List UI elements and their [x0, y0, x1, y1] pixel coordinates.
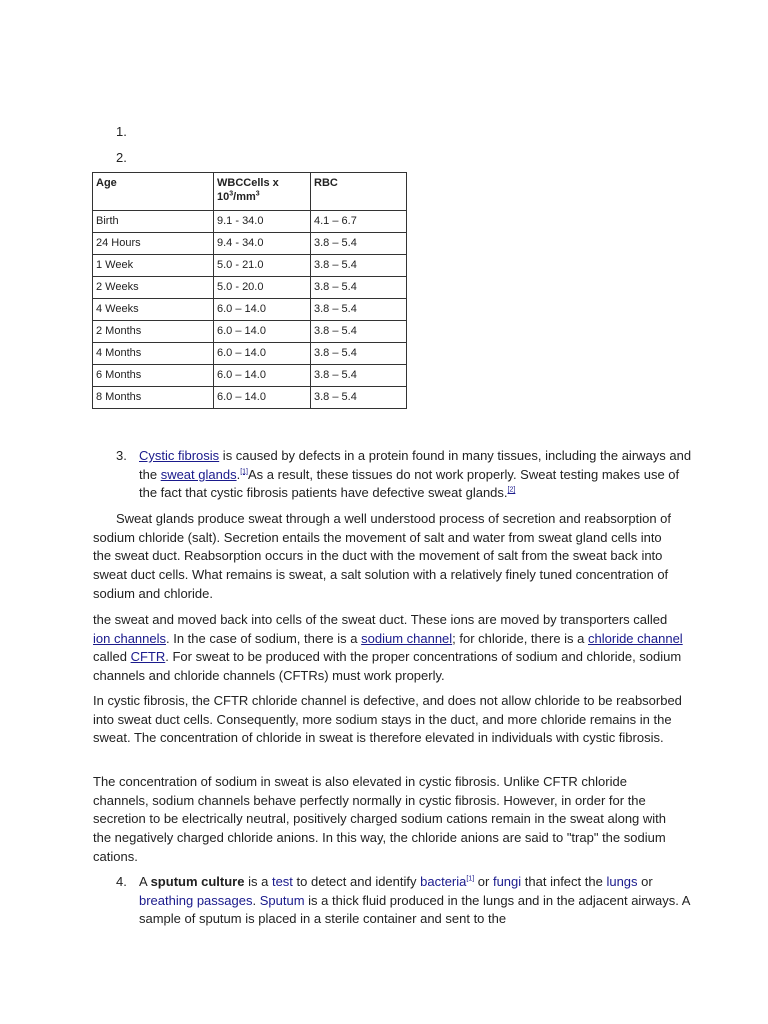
- blood-count-table: [92, 172, 407, 409]
- link-chloride-channel[interactable]: chloride channel: [588, 630, 683, 646]
- cell-age: 4 Weeks: [93, 299, 214, 321]
- table-row: [93, 299, 407, 321]
- link-ion-channels[interactable]: ion channels: [93, 630, 166, 646]
- header-wbc: WBCCells x $10^3/mm^3$: [214, 173, 311, 211]
- item-4-text: A sputum culture is a test to detect and identify bacteria[1] or fungi that infect the lungs or breathing passages. Sputum is a thick fluid produced in the lungs and in the adjacent airways. A sample of sputum is placed in a sterile container and sent to the: [139, 874, 690, 927]
- cell-rbc: 3.8 – 5.4: [311, 255, 407, 277]
- cell-rbc: 3.8 – 5.4: [311, 365, 407, 387]
- table-row: [93, 233, 407, 255]
- cell-rbc: 4.1 – 6.7: [311, 211, 407, 233]
- list-marker-1: 1.: [116, 124, 127, 139]
- header-age: Age: [93, 173, 214, 211]
- cell-age: 2 Months: [93, 321, 214, 343]
- list-marker-3: 3.: [116, 448, 127, 463]
- ref-1-link[interactable]: [1]: [240, 468, 248, 476]
- cell-age: 4 Months: [93, 343, 214, 365]
- cell-rbc: 3.8 – 5.4: [311, 233, 407, 255]
- link-sweat-glands[interactable]: sweat glands: [160, 466, 237, 482]
- cell-age: 2 Weeks: [93, 277, 214, 299]
- cell-wbc: 6.0 – 14.0: [214, 321, 311, 343]
- cell-wbc: 6.0 – 14.0: [214, 343, 311, 365]
- paragraph-sodium-concentration: The concentration of sodium in sweat is also elevated in cystic fibrosis. Unlike CFTR chloride channels, sodium channels behave perfectly normally in cystic fibrosis. However, in order for the secretion to be electrically neutral, positively charged sodium cations remain in the sweat along with the negatively charged chloride anions. In this way, the chloride anions are said to "trap" the sodium cations.: [93, 774, 667, 864]
- cell-wbc: 6.0 – 14.0: [214, 387, 311, 409]
- cell-age: 6 Months: [93, 365, 214, 387]
- cell-rbc: 3.8 – 5.4: [311, 299, 407, 321]
- link-test[interactable]: test: [271, 874, 293, 889]
- table-row: [93, 211, 407, 233]
- link-bacteria[interactable]: bacteria: [420, 874, 467, 889]
- link-cftr[interactable]: CFTR: [130, 649, 166, 665]
- cell-rbc: 3.8 – 5.4: [311, 343, 407, 365]
- table-row: [93, 255, 407, 277]
- link-lungs[interactable]: lungs: [606, 874, 638, 889]
- list-marker-2: 2.: [116, 150, 127, 165]
- cell-wbc: 9.4 - 34.0: [214, 233, 311, 255]
- cell-age: 1 Week: [93, 255, 214, 277]
- ref-bacteria-link[interactable]: [1]: [466, 875, 475, 883]
- cell-wbc: 5.0 - 21.0: [214, 255, 311, 277]
- cell-wbc: 6.0 – 14.0: [214, 299, 311, 321]
- table-row: [93, 321, 407, 343]
- ref-2-link[interactable]: [2]: [507, 487, 516, 495]
- link-sodium-channel[interactable]: sodium channel: [361, 630, 453, 646]
- table-row: [93, 387, 407, 409]
- link-breathing-passages[interactable]: breathing passages: [139, 892, 253, 908]
- item-3-text: Cystic fibrosis is caused by defects in a protein found in many tissues, including the airways and the sweat glands.[1]As a result, these tissues do not work properly. Sweat testing makes use of the fact that cystic fibrosis patients have defective sweat glands.[2]: [139, 448, 692, 501]
- cell-rbc: 3.8 – 5.4: [311, 387, 407, 409]
- cell-age: Birth: [93, 211, 214, 233]
- cell-wbc: 6.0 – 14.0: [214, 365, 311, 387]
- table-row: [93, 365, 407, 387]
- cell-wbc: 5.0 - 20.0: [214, 277, 311, 299]
- cell-rbc: 3.8 – 5.4: [311, 321, 407, 343]
- paragraph-ion-channels: the sweat and moved back into cells of the sweat duct. These ions are moved by transporters called ion channels. In the case of sodium, there is a sodium channel; for chloride, there is a chloride channel called CFTR. For sweat to be produced with the proper concentrations of sodium and chloride, sodium channels and chloride channels (CFTRs) must work properly.: [93, 612, 683, 684]
- header-rbc: RBC: [311, 173, 407, 211]
- link-cystic-fibrosis[interactable]: Cystic fibrosis: [139, 448, 220, 463]
- paragraph-cftr-defect: In cystic fibrosis, the CFTR chloride channel is defective, and does not allow chloride to be reabsorbed into sweat duct cells. Consequently, more sodium stays in the duct, and more chloride remains in the sweat. The concentration of chloride in sweat is therefore elevated in individuals with cystic fibrosis.: [93, 693, 682, 746]
- table-header-row: [93, 173, 407, 211]
- table-row: [93, 277, 407, 299]
- list-marker-4: 4.: [116, 874, 127, 889]
- cell-age: 8 Months: [93, 387, 214, 409]
- link-fungi[interactable]: fungi: [492, 874, 522, 889]
- paragraph-sweat-glands: Sweat glands produce sweat through a well understood process of secretion and reabsorption of sodium chloride (salt). Secretion entails the movement of salt and water from sweat gland cells into the sweat duct. Reabsorption occurs in the duct with the movement of salt from the sweat back into sweat duct cells. What remains is sweat, a salt solution with a relatively finely tuned concentration of sodium and chloride.: [93, 511, 672, 601]
- table-row: [93, 343, 407, 365]
- cell-wbc: 9.1 - 34.0: [214, 211, 311, 233]
- cell-rbc: 3.8 – 5.4: [311, 277, 407, 299]
- term-sputum-culture: sputum culture: [150, 874, 245, 889]
- cell-age: 24 Hours: [93, 233, 214, 255]
- link-sputum[interactable]: Sputum: [259, 892, 305, 908]
